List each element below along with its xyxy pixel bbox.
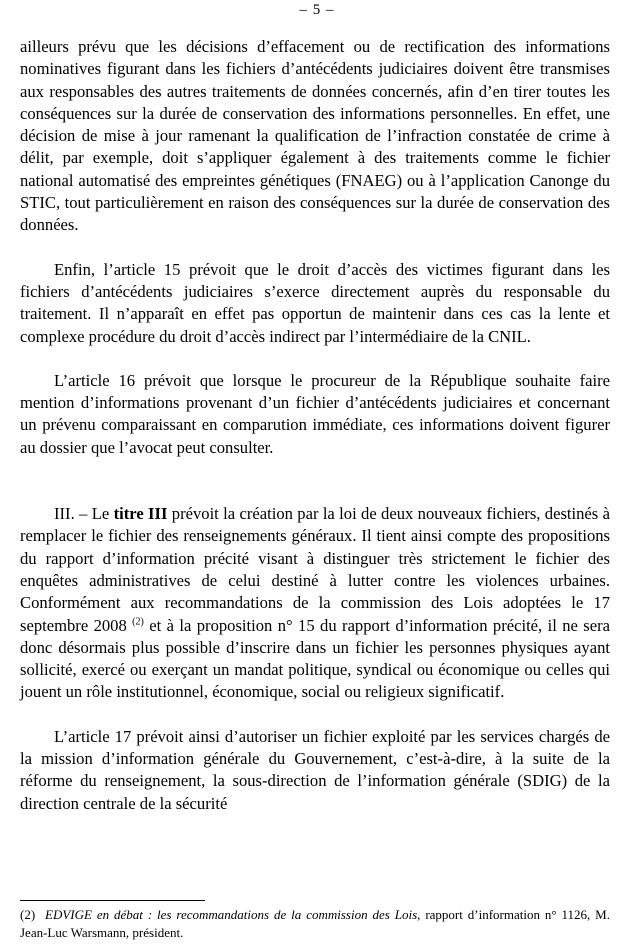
footnote-separator (20, 900, 205, 901)
footnote-title: EDVIGE en débat : les recommandations de la commission des Lois (45, 907, 418, 922)
section-title: titre III (113, 504, 168, 524)
paragraph-4-text: prévoit la création par la loi de deux nouveaux fichiers, destinés à remplacer le fichier des renseignements généraux. Il tient ainsi compte des propositions du rapport d’information précité visant à distinguer très strictement le fichier des enquêtes administratives de celui destiné à lutter contre les violences urbaines. Conformément aux recommandations de la commission des Lois adoptées le 17 septembre 2008 (20, 504, 610, 635)
paragraph-3: L’article 16 prévoit que lorsque le procureur de la République souhaite faire mention d’informations provenant d’un fichier d’antécédents judiciaires et concernant un prévenu comparaissant en comparution immédiate, ces informations doivent figurer au dossier que l’avocat peut consulter. (20, 370, 610, 457)
paragraph-4 (20, 503, 610, 704)
document-body (20, 36, 610, 815)
paragraph-2: Enfin, l’article 15 prévoit que le droit d’accès des victimes figurant dans les fichiers d’antécédents judiciaires s’exerce directement auprès du responsable du traitement. Il n’apparaît en effet pas opportun de maintenir dans ces cas la lente et complexe procédure du droit d’accès indirect par l’intermédiaire de la CNIL. (20, 259, 610, 346)
footnote-marker: (2) (20, 907, 36, 922)
paragraph-4-continuation: et à la proposition n° 15 du rapport d’information précité, il ne sera donc désormais plus possible d’inscrire dans un fichier les personnes physiques ayant sollicité, exercé ou exerçant un mandat politique, syndical ou économique ou celles qui jouent un rôle institutionnel, économique, social ou religieux significatif. (20, 615, 610, 702)
section-number: III. – Le (54, 504, 114, 524)
paragraph-5: L’article 17 prévoit ainsi d’autoriser un fichier exploité par les services chargés de la mission d’information générale du Gouvernement, c’est-à-dire, à la suite de la réforme du renseignement, la sous-direction de l’information générale (SDIG) de la direction centrale de la sécurité (20, 726, 610, 813)
footnote-reference[interactable]: (2) (132, 616, 144, 627)
page-number: – 5 – (299, 2, 335, 18)
paragraph-1: ailleurs prévu que les décisions d’effacement ou de rectification des informations nominatives figurant dans les fichiers d’antécédents judiciaires doivent être transmises aux responsables des autres traitements de données concernés, afin d’en tirer toutes les conséquences sur la durée de conservation des informations personnelles. En effet, une décision de mise à jour ramenant la qualification de l’infraction constatée de crime à délit, par exemple, doit s’appliquer également à des traitements comme le fichier national automatisé des empreintes génétiques (FNAEG) ou à l’application Canonge du STIC, tout particulièrement en raison des conséquences sur la durée de conservation des données. (20, 37, 610, 235)
footnote (20, 906, 610, 942)
footnote-text: , rapport d’information n° 1126, M. Jean-Luc Warsmann, président. (20, 907, 610, 940)
